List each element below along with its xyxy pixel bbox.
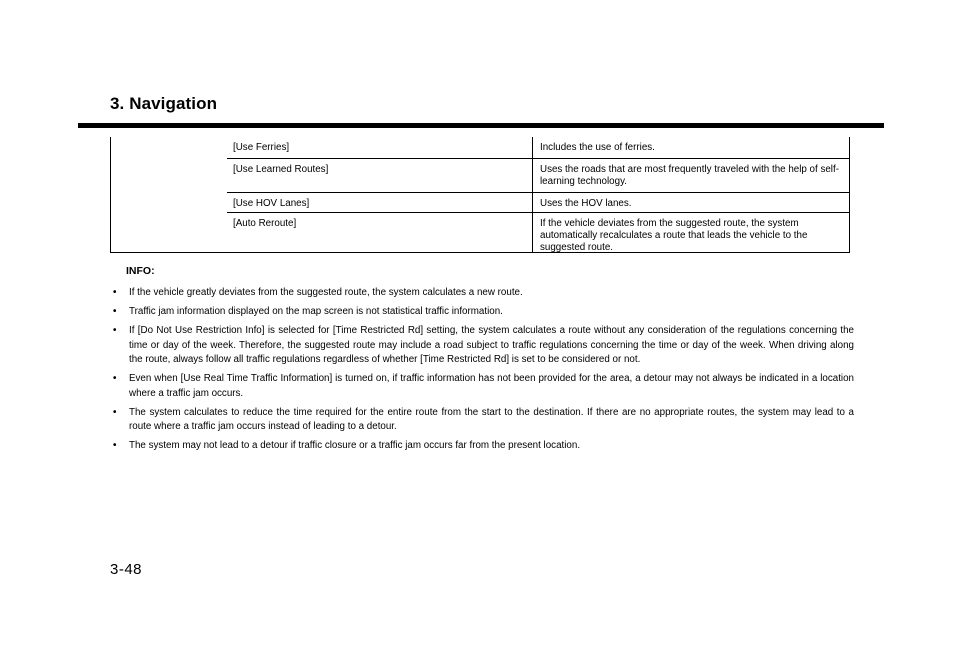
bullet-icon: • [113,306,117,318]
table-cell-setting: [Use Learned Routes] [233,164,329,175]
list-item-text: Even when [Use Real Time Traffic Information] is turned on, if traffic information has not been provided for the area, a detour may not always be indicated in a location where a traffic jam occurs. [129,373,854,399]
list-item [112,286,854,301]
table-cell-description: Uses the HOV lanes. [540,198,632,209]
table-cell-description: Includes the use of ferries. [540,142,655,153]
section-title: 3. Navigation [110,94,218,113]
section-title-rule [78,123,884,128]
page-number: 3-48 [110,561,143,578]
table-row [227,213,849,252]
list-item [112,439,854,454]
table-row [227,137,849,159]
bullet-icon: • [113,325,117,337]
table-row [227,193,849,213]
table-cell-description: If the vehicle deviates from the suggested route, the system automatically recalculates a route that leads the vehicle to the suggested route. [540,218,808,253]
info-heading: INFO: [126,265,155,277]
settings-table [110,137,850,253]
list-item [112,372,854,401]
table-row [227,159,849,193]
bullet-icon: • [113,440,117,452]
list-item [112,305,854,320]
list-item-text: If the vehicle greatly deviates from the suggested route, the system calculates a new route. [129,287,523,298]
table-cell-setting: [Auto Reroute] [233,218,297,229]
list-item [112,406,854,435]
info-bullet-list [112,286,854,459]
settings-table-grid [227,137,849,252]
table-cell-description: Uses the roads that are most frequently traveled with the help of self-learning technology. [540,164,839,187]
bullet-icon: • [113,406,117,418]
list-item-text: Traffic jam information displayed on the map screen is not statistical traffic information. [129,306,503,318]
list-item-text: The system calculates to reduce the time required for the entire route from the start to the destination. If there are no appropriate routes, the system may lead to a route where a traffic jam occurs instead of leading to a detour. [129,406,854,433]
list-item-text: If [Do Not Use Restriction Info] is selected for [Time Restricted Rd] setting, the system calculates a route without any consideration of the regulations concerning the time or day of the week. Therefore, the suggested route may include a road subject to traffic regulations concerning the time or day of the week. When driving along the route, always follow all traffic regulations regardless of whether [Time Restricted Rd] is set to be considered or not. [129,325,854,366]
table-cell-setting: [Use Ferries] [233,142,290,153]
table-cell-setting: [Use HOV Lanes] [233,198,310,209]
bullet-icon: • [113,287,117,298]
bullet-icon: • [113,373,117,385]
list-item [112,324,854,368]
list-item-text: The system may not lead to a detour if traffic closure or a traffic jam occurs far from the present location. [129,440,581,452]
